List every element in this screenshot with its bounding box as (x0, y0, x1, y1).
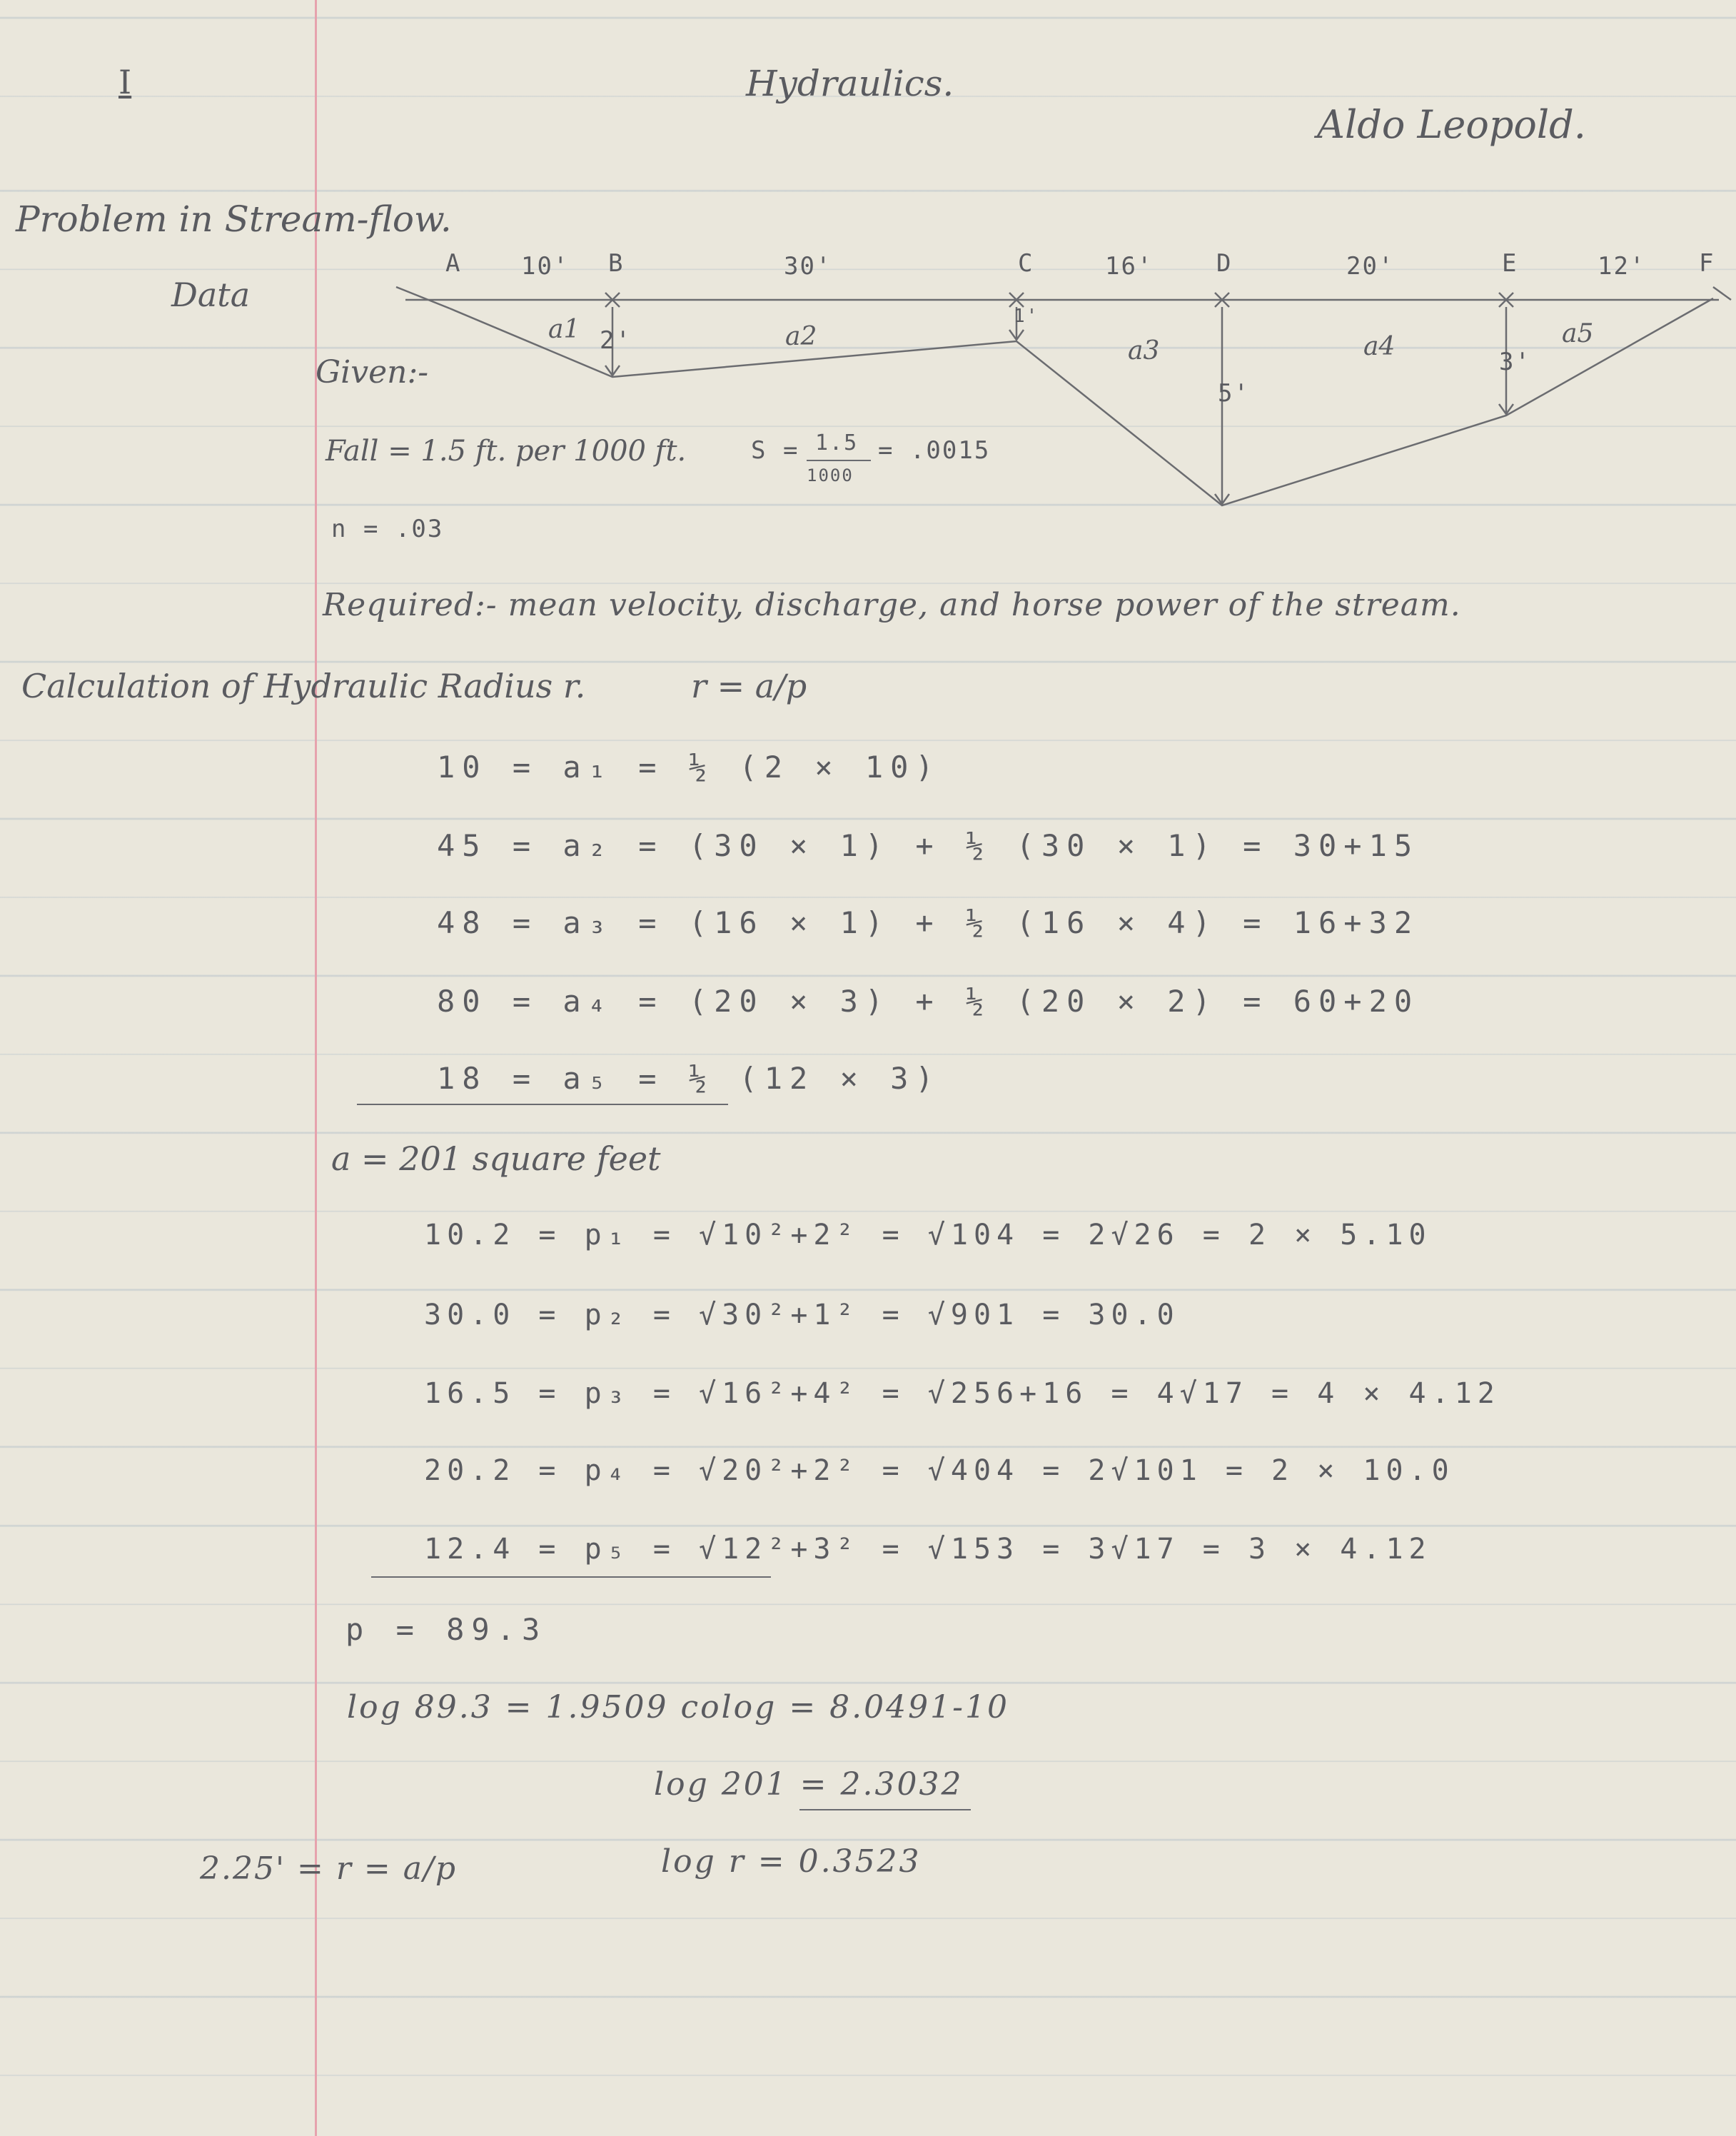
area-total: a = 201 square feet (331, 1139, 661, 1178)
fall-given: Fall = 1.5 ft. per 1000 ft. (326, 435, 687, 468)
stream-bed-line (450, 298, 1713, 505)
slope-denominator: 1000 (807, 465, 854, 485)
perimeter-calc-p3: 16.5 = p₃ = √16²+4² = √256+16 = 4√17 = 4 × 4.12 (424, 1377, 1500, 1410)
area-label-a3: a3 (1128, 336, 1160, 366)
arrow-a-left (396, 287, 450, 308)
slope-fraction-bar (807, 460, 871, 461)
perimeter-calc-p5: 12.4 = p₅ = √12²+3² = √153 = 3√17 = 3 × 4.12 (424, 1533, 1432, 1566)
span-bc: 30' (784, 252, 832, 281)
hydraulic-radius-formula: r = a/p (691, 667, 807, 705)
point-b: B (608, 249, 625, 278)
point-c: C (1018, 249, 1034, 278)
author-signature: Aldo Leopold. (1317, 102, 1586, 147)
data-label: Data (171, 276, 251, 314)
slope-numerator: 1.5 (815, 430, 859, 455)
perimeter-calc-p4: 20.2 = p₄ = √20²+2² = √404 = 2√101 = 2 × 10.0 (424, 1454, 1455, 1487)
perimeter-calc-p2: 30.0 = p₂ = √30²+1² = √901 = 30.0 (424, 1299, 1180, 1331)
area-calc-a1: 10 = a₁ = ½ (2 × 10) (437, 750, 941, 785)
manning-n: n = .03 (331, 515, 444, 543)
area-label-a1: a1 (548, 315, 580, 344)
depth-d: 5' (1218, 379, 1250, 408)
required-statement: Required:- mean velocity, discharge, and horse power of the stream. (323, 587, 1461, 623)
area-label-a5: a5 (1562, 319, 1594, 348)
slope-rhs: = .0015 (878, 436, 991, 465)
log-perimeter: log 89.3 = 1.9509 colog = 8.0491-10 (347, 1689, 1009, 1726)
perimeter-sum-line (371, 1576, 771, 1578)
area-calc-a5: 18 = a₅ = ½ (12 × 3) (437, 1061, 941, 1096)
point-d: D (1216, 249, 1233, 278)
problem-heading: Problem in Stream-flow. (16, 198, 452, 240)
log-radius: log r = 0.3523 (661, 1843, 922, 1880)
span-de: 20' (1346, 252, 1395, 281)
perimeter-calc-p1: 10.2 = p₁ = √10²+2² = √104 = 2√26 = 2 × 5.10 (424, 1219, 1432, 1251)
log-subtract-line (799, 1809, 971, 1810)
area-sum-line (357, 1104, 728, 1105)
perimeter-total: p = 89.3 (345, 1612, 547, 1647)
area-calc-a3: 48 = a₃ = (16 × 1) + ½ (16 × 4) = 16+32 (437, 905, 1420, 940)
hydraulic-radius-result: 2.25' = r = a/p (200, 1850, 457, 1887)
stream-cross-section (0, 0, 1736, 543)
depth-b: 2' (600, 326, 632, 355)
area-label-a2: a2 (785, 322, 817, 351)
arrow-f-right (1713, 287, 1731, 300)
area-calc-a2: 45 = a₂ = (30 × 1) + ½ (30 × 1) = 30+15 (437, 828, 1420, 863)
page-title: Hydraulics. (746, 63, 954, 104)
area-calc-a4: 80 = a₄ = (20 × 3) + ½ (20 × 2) = 60+20 (437, 984, 1420, 1019)
span-cd: 16' (1105, 252, 1154, 281)
area-label-a4: a4 (1363, 332, 1396, 361)
page-number: I (118, 63, 132, 101)
span-ef: 12' (1598, 252, 1646, 281)
hydraulic-radius-heading: Calculation of Hydraulic Radius r. (21, 667, 586, 705)
depth-c: 1' (1014, 306, 1039, 327)
depth-e: 3' (1499, 348, 1531, 376)
point-f: F (1699, 249, 1715, 278)
given-label: Given:- (316, 354, 429, 391)
span-ab: 10' (521, 252, 570, 281)
point-e: E (1502, 249, 1518, 278)
slope-lhs: S = (751, 436, 799, 465)
log-area: log 201 = 2.3032 (654, 1766, 964, 1803)
point-a: A (445, 249, 462, 278)
